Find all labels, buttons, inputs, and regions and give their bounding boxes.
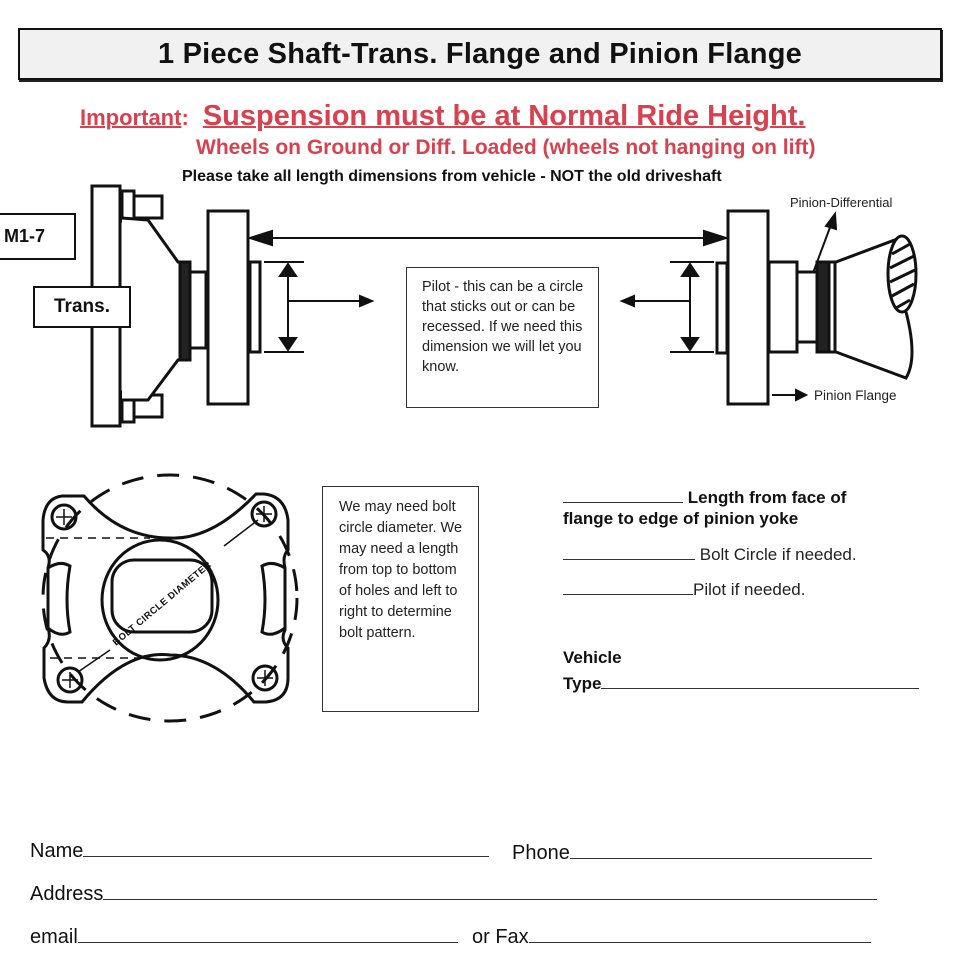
pilot-note: Pilot - this can be a circle that sticks out or can be recessed. If we need this dimension we will let you know.	[406, 267, 599, 408]
length-field-row	[563, 486, 846, 508]
part-code-text: M1-7	[4, 226, 46, 246]
bolt-circle-input[interactable]	[563, 543, 695, 560]
fax-input[interactable]	[529, 920, 871, 943]
bolt-pattern-note: We may need bolt circle diameter. We may need a length from top to bottom of holes and left to right to determine bolt pattern.	[322, 486, 479, 712]
pilot-field-row	[563, 578, 805, 600]
bolt-pattern-diagram	[0, 450, 320, 740]
length-label: Length from face of	[687, 488, 847, 507]
address-field-row	[30, 877, 877, 906]
important-colon: :	[181, 105, 189, 130]
address-input[interactable]	[103, 877, 877, 900]
pilot-input[interactable]	[563, 578, 693, 595]
vehicle-type-row	[563, 672, 919, 694]
phone-field-row	[512, 836, 872, 865]
bolt-circle-diameter-label: BOLT CIRCLE DIAMETER	[110, 559, 214, 649]
email-input[interactable]	[78, 920, 458, 943]
pilot-label: Pilot if needed.	[693, 580, 806, 599]
measurement-instruction: Please take all length dimensions from vehicle - NOT the old driveshaft	[182, 168, 722, 185]
bolt-circle-label: Bolt Circle if needed.	[699, 545, 857, 564]
wheels-warning: Wheels on Ground or Diff. Loaded (wheels not hanging on lift)	[196, 136, 816, 159]
vehicle-type-label: Type	[563, 674, 602, 693]
page-title: 1 Piece Shaft-Trans. Flange and Pinion Flange	[158, 37, 802, 70]
pinion-differential-label: Pinion-Differential	[790, 195, 893, 210]
phone-input[interactable]	[570, 836, 872, 859]
name-label: Name	[30, 840, 84, 862]
email-label: email	[30, 926, 78, 948]
vehicle-type-input[interactable]	[601, 672, 919, 689]
fax-label: or Fax	[472, 926, 529, 948]
part-code-label	[0, 213, 76, 260]
fax-field-row	[472, 920, 871, 949]
important-label: Important	[80, 105, 182, 130]
trans-label	[33, 286, 131, 328]
name-field-row	[30, 836, 489, 863]
pinion-flange-label: Pinion Flange	[814, 388, 897, 403]
phone-label: Phone	[512, 842, 570, 864]
address-label: Address	[30, 883, 104, 905]
email-field-row	[30, 920, 458, 949]
bolt-circle-field-row	[563, 543, 857, 565]
vehicle-label-line1: Vehicle	[563, 648, 622, 667]
ride-height-warning: Suspension must be at Normal Ride Height.	[202, 100, 806, 132]
length-label-line2: flange to edge of pinion yoke	[563, 509, 799, 528]
trans-label-text: Trans.	[54, 296, 110, 317]
name-input[interactable]	[83, 836, 489, 857]
length-input[interactable]	[563, 486, 683, 503]
